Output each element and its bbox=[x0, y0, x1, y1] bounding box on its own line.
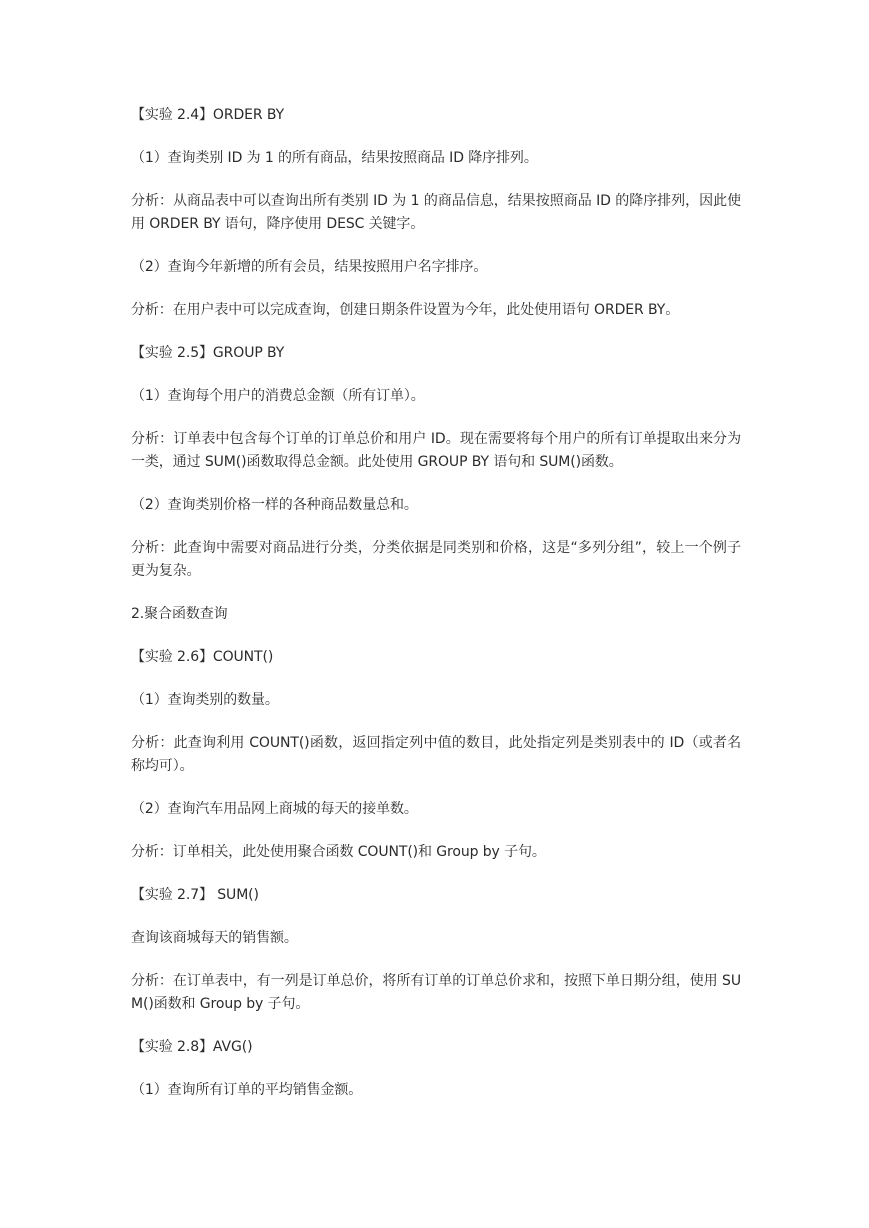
task-2-7: 查询该商城每天的销售额。 bbox=[131, 930, 298, 946]
document-body bbox=[131, 104, 741, 1122]
section-heading-2-8: 【实验 2.8】AVG() bbox=[131, 1039, 253, 1055]
analysis-2-4-1: 分析：从商品表中可以查询出所有类别 ID 为 1 的商品信息，结果按照商品 ID 的降序排列，因此使用 ORDER BY 语句，降序使用 DESC 关键字。 bbox=[131, 193, 741, 232]
task-2-5-2: （2）查询类别价格一样的各种商品数量总和。 bbox=[131, 497, 418, 513]
analysis-2-6-1: 分析：此查询利用 COUNT()函数，返回指定列中值的数目，此处指定列是类别表中的 ID（或者名称均可）。 bbox=[131, 735, 741, 774]
section-heading-2-7: 【实验 2.7】 SUM() bbox=[131, 887, 259, 903]
analysis-2-4-2: 分析：在用户表中可以完成查询，创建日期条件设置为今年，此处使用语句 ORDER BY。 bbox=[131, 302, 680, 318]
subsection-title: 2.聚合函数查询 bbox=[131, 606, 228, 622]
section-heading-2-5: 【实验 2.5】GROUP BY bbox=[131, 345, 285, 361]
task-2-5-1: （1）查询每个用户的消费总金额（所有订单）。 bbox=[131, 388, 425, 404]
task-2-8-1: （1）查询所有订单的平均销售金额。 bbox=[131, 1082, 363, 1098]
analysis-2-7: 分析：在订单表中，有一列是订单总价，将所有订单的订单总价求和，按照下单日期分组，使用 SUM()函数和 Group by 子句。 bbox=[131, 973, 741, 1012]
task-2-6-1: （1）查询类别的数量。 bbox=[131, 692, 279, 708]
section-heading-2-6: 【实验 2.6】COUNT() bbox=[131, 649, 274, 665]
analysis-2-6-2: 分析：订单相关，此处使用聚合函数 COUNT()和 Group by 子句。 bbox=[131, 844, 546, 860]
task-2-6-2: （2）查询汽车用品网上商城的每天的接单数。 bbox=[131, 801, 418, 817]
analysis-2-5-2: 分析：此查询中需要对商品进行分类，分类依据是同类别和价格，这是“多列分组”，较上一个例子更为复杂。 bbox=[131, 540, 741, 579]
task-2-4-2: （2）查询今年新增的所有会员，结果按照用户名字排序。 bbox=[131, 259, 488, 275]
analysis-2-5-1: 分析：订单表中包含每个订单的订单总价和用户 ID。现在需要将每个用户的所有订单提取出来分为一类，通过 SUM()函数取得总金额。此处使用 GROUP BY 语句和 SUM()函数。 bbox=[131, 431, 741, 470]
task-2-4-1: （1）查询类别 ID 为 1 的所有商品，结果按照商品 ID 降序排列。 bbox=[131, 150, 538, 166]
section-heading-2-4: 【实验 2.4】ORDER BY bbox=[131, 107, 285, 123]
